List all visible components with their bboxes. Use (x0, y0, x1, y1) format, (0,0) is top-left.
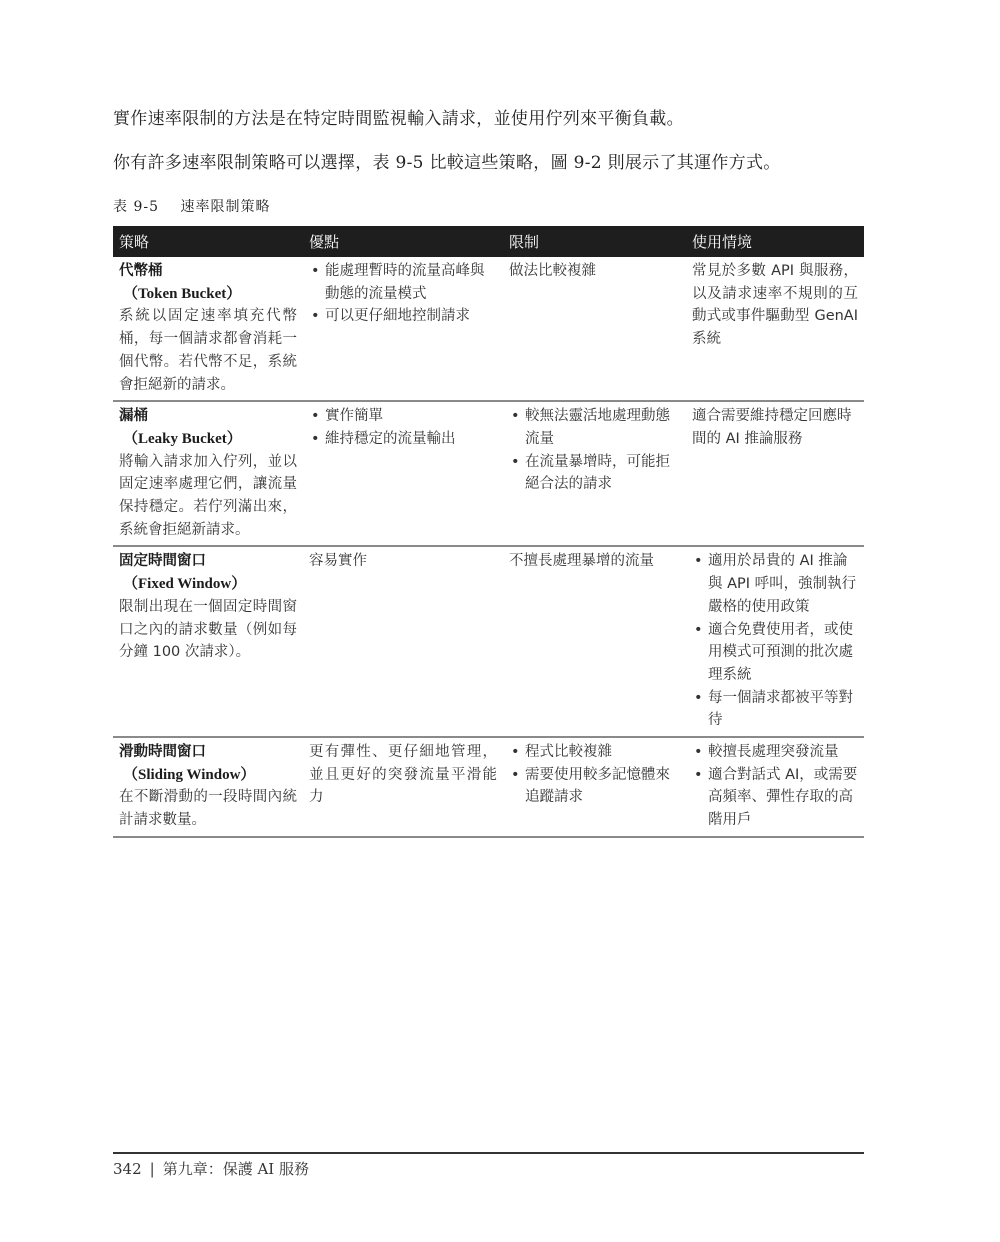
header-use-cases: 使用情境 (692, 233, 753, 251)
footer-separator: | (149, 1160, 155, 1178)
rate-limit-strategies-table (113, 226, 864, 838)
cons-item: • 需要使用較多記憶體來追蹤請求 (509, 764, 680, 809)
body-paragraph-1: 實作速率限制的方法是在特定時間監視輸入請求，並使用佇列來平衡負載。 (113, 109, 684, 129)
strategy-cell (113, 550, 303, 732)
strategy-name: 固定時間窗口 (119, 552, 206, 570)
table-row (113, 402, 864, 547)
pros-text: 容易實作 (309, 553, 367, 570)
table-row (113, 738, 864, 838)
use-case-item: • 每一個請求都被平等對待 (692, 687, 858, 732)
strategy-name: 代幣桶 (119, 262, 163, 279)
strategy-english-name: （Fixed Window） (123, 576, 247, 593)
cons-cell (503, 405, 686, 541)
use-case-item: • 適合對話式 AI，或需要高頻率、彈性存取的高階用戶 (692, 764, 858, 832)
strategy-description: 系統以固定速率填充代幣桶，每一個請求都會消耗一個代幣。若代幣不足，系統會拒絕新的請求。 (119, 308, 297, 393)
header-pros: 優點 (309, 233, 340, 251)
pros-cell (303, 260, 503, 396)
strategy-name: 漏桶 (119, 407, 148, 425)
use-case-text: 常見於多數 API 與服務，以及請求速率不規則的互動式或事件驅動型 GenAI 系統 (692, 263, 858, 348)
header-strategy: 策略 (119, 233, 150, 251)
cons-item: • 程式比較複雜 (509, 741, 680, 764)
page-footer (113, 1158, 309, 1179)
cons-text: 不擅長處理暴增的流量 (509, 553, 654, 570)
use-case-item: • 適合免費使用者，或使用模式可預測的批次處理系統 (692, 619, 858, 687)
cons-cell (503, 550, 686, 732)
pros-text: 更有彈性、更仔細地管理，並且更好的突發流量平滑能力 (309, 744, 497, 806)
table-header-row (113, 226, 864, 257)
strategy-name: 滑動時間窗口 (119, 743, 206, 761)
footer-divider (113, 1152, 864, 1154)
strategy-english-name: （Leaky Bucket） (123, 430, 242, 447)
pros-item: • 可以更仔細地控制請求 (309, 305, 497, 328)
table-caption-number: 表 9-5 (113, 199, 159, 215)
table-caption-title: 速率限制策略 (180, 199, 271, 215)
use-case-item: • 較擅長處理突發流量 (692, 741, 858, 764)
cons-text: 做法比較複雜 (509, 263, 596, 279)
pros-cell (303, 405, 503, 541)
table-caption (113, 196, 270, 216)
use-case-item: • 適用於昂貴的 AI 推論與 API 呼叫，強制執行嚴格的使用政策 (692, 550, 858, 618)
chapter-title: 第九章：保護 AI 服務 (162, 1160, 309, 1178)
pros-item: • 實作簡單 (309, 405, 497, 428)
use-cases-cell (686, 260, 864, 396)
header-cons: 限制 (509, 233, 540, 251)
strategy-cell (113, 405, 303, 541)
pros-cell (303, 741, 503, 832)
use-case-text: 適合需要維持穩定回應時間的 AI 推論服務 (692, 408, 852, 447)
cons-item: • 較無法靈活地處理動態流量 (509, 405, 680, 450)
strategy-english-name: （Sliding Window） (123, 766, 256, 783)
use-cases-cell (686, 405, 864, 541)
use-cases-cell (686, 550, 864, 732)
strategy-english-name: （Token Bucket） (123, 285, 242, 302)
cons-cell (503, 260, 686, 396)
table-row (113, 257, 864, 402)
use-cases-cell (686, 741, 864, 832)
pros-item: • 能處理暫時的流量高峰與動態的流量模式 (309, 260, 497, 305)
cons-cell (503, 741, 686, 832)
strategy-cell (113, 741, 303, 832)
strategy-description: 在不斷滑動的一段時間內統計請求數量。 (119, 789, 297, 829)
strategy-description: 將輸入請求加入佇列，並以固定速率處理它們，讓流量保持穩定。若佇列滿出來，系統會拒絕新請求。 (119, 453, 297, 538)
strategy-description: 限制出現在一個固定時間窗口之內的請求數量（例如每分鐘 100 次請求）。 (119, 598, 297, 661)
page-number: 342 (113, 1160, 142, 1178)
pros-item: • 維持穩定的流量輸出 (309, 428, 497, 451)
body-paragraph-2: 你有許多速率限制策略可以選擇，表 9-5 比較這些策略，圖 9-2 則展示了其運作方式。 (113, 153, 781, 173)
strategy-cell (113, 260, 303, 396)
cons-item: • 在流量暴增時，可能拒絕合法的請求 (509, 451, 680, 496)
pros-cell (303, 550, 503, 732)
table-row (113, 547, 864, 738)
